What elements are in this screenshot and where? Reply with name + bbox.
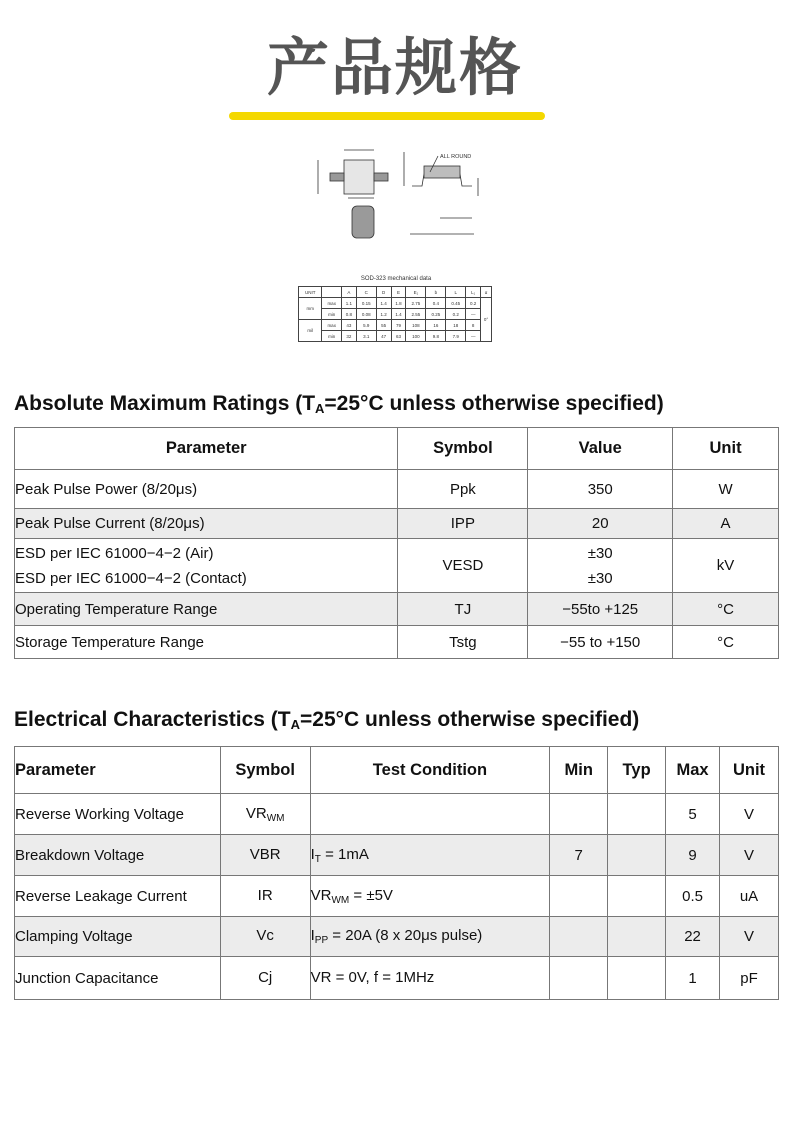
condition-cell [310, 917, 550, 957]
condition-subscript: PP [314, 935, 329, 946]
mech-row [299, 331, 492, 342]
table-row [15, 539, 779, 593]
table-row [15, 794, 779, 835]
condition-main: I [310, 845, 315, 863]
max-cell: 22 [666, 917, 720, 957]
mech-limit-cell: max [322, 320, 341, 331]
symbol-subscript: WM [266, 812, 285, 824]
min-cell [550, 957, 608, 1000]
symbol-cell: Tstg [398, 626, 528, 659]
unit-cell: °C [673, 593, 779, 626]
elec-table [14, 746, 779, 1000]
mech-value-cell: 0.15 [356, 298, 376, 309]
abs-max-heading-sub: A [315, 401, 325, 416]
condition-rest: = 20A (8 x 20μs pulse) [328, 927, 483, 944]
elec-heading-text: Electrical Characteristics (T [14, 708, 291, 731]
parameter-cell: Reverse Working Voltage [15, 794, 221, 835]
condition-cell [310, 835, 550, 876]
mech-value-cell: 1.4 [376, 298, 391, 309]
unit-cell: V [720, 835, 779, 876]
mech-value-cell: 0.25 [426, 309, 446, 320]
typ-cell [608, 876, 666, 917]
typ-cell [608, 794, 666, 835]
column-header-unit: Unit [673, 428, 779, 470]
value-cell: −55 to +150 [528, 626, 673, 659]
value-cell [528, 539, 673, 593]
elec-heading [14, 708, 639, 732]
mech-value-cell: 0.45 [446, 298, 466, 309]
parameter-cell: Junction Capacitance [15, 957, 221, 1000]
typ-cell [608, 835, 666, 876]
table-row [15, 835, 779, 876]
value-cell: 20 [528, 509, 673, 539]
mech-limit-cell: min [322, 309, 341, 320]
typ-cell [608, 917, 666, 957]
value-line: ±30 [587, 544, 613, 562]
column-header-symbol: Symbol [398, 428, 528, 470]
table-row [15, 509, 779, 539]
parameter-cell: Peak Pulse Current (8/20μs) [15, 509, 398, 539]
mech-value-cell: 47 [376, 331, 391, 342]
condition-cell [310, 876, 550, 917]
mech-header-cell [322, 287, 341, 298]
mech-value-cell: 1.8 [391, 298, 406, 309]
mech-limit-cell: max [322, 298, 341, 309]
mech-value-cell: 0.2 [466, 298, 481, 309]
unit-cell: kV [673, 539, 779, 593]
column-header-parameter: Parameter [15, 428, 398, 470]
mech-value-cell: 43 [341, 320, 356, 331]
symbol-main: Vc [256, 927, 274, 944]
min-cell [550, 876, 608, 917]
parameter-cell: Storage Temperature Range [15, 626, 398, 659]
table-row [15, 876, 779, 917]
mech-header-cell: D [376, 287, 391, 298]
parameter-line: ESD per IEC 61000−4−2 (Contact) [15, 569, 247, 587]
abs-max-heading-text-end: =25°C unless otherwise specified) [324, 392, 664, 415]
symbol-cell [220, 917, 310, 957]
symbol-main: VR [245, 804, 267, 822]
abs-max-table [14, 427, 779, 659]
mech-value-cell: 79 [391, 320, 406, 331]
mech-value-cell: 0.08 [356, 309, 376, 320]
mech-value-cell: 100 [406, 331, 426, 342]
table-row [15, 593, 779, 626]
unit-cell: uA [720, 876, 779, 917]
min-cell: 7 [550, 835, 608, 876]
mech-value-cell: 0.8 [341, 309, 356, 320]
mech-unit-cell: mil [299, 320, 322, 342]
value-line: ±30 [587, 569, 613, 587]
mech-limit-cell: min [322, 331, 341, 342]
parameter-cell: Clamping Voltage [15, 917, 221, 957]
unit-cell: V [720, 917, 779, 957]
max-cell: 5 [666, 794, 720, 835]
mech-value-cell: 18 [446, 320, 466, 331]
mech-alpha-cell: 0° [481, 298, 492, 342]
condition-main: VR = 0V, f = 1MHz [310, 968, 435, 986]
mech-value-cell: 2.55 [406, 309, 426, 320]
mech-row [299, 320, 492, 331]
mech-value-cell: 7.9 [446, 331, 466, 342]
table-row [15, 957, 779, 1000]
table-row [15, 470, 779, 509]
mech-header-cell: E [391, 287, 406, 298]
symbol-main: IR [257, 886, 273, 904]
condition-cell [310, 957, 550, 1000]
mech-value-cell: 8 [466, 320, 481, 331]
value-cell: −55to +125 [528, 593, 673, 626]
elec-header-row [15, 747, 779, 794]
condition-main: I [310, 927, 315, 944]
mech-header-cell: C [356, 287, 376, 298]
unit-cell: V [720, 794, 779, 835]
mech-unit-cell: mm [299, 298, 322, 320]
page-title: 产品规格 [266, 31, 523, 104]
mech-header-row [299, 287, 492, 298]
table-row [15, 917, 779, 957]
column-header-test-condition: Test Condition [310, 747, 550, 794]
condition-main: VR [310, 886, 332, 904]
all-round-label: ALL ROUND [440, 154, 472, 160]
symbol-cell [220, 835, 310, 876]
mech-value-cell: 2.75 [406, 298, 426, 309]
symbol-cell [220, 794, 310, 835]
mech-value-cell: — [466, 309, 481, 320]
mech-value-cell: 108 [406, 320, 426, 331]
mech-value-cell: 0.4 [426, 298, 446, 309]
condition-rest: = 1mA [320, 845, 369, 863]
column-header-typ: Typ [608, 747, 666, 794]
condition-cell [310, 794, 550, 835]
mech-row [299, 309, 492, 320]
mechanical-data-caption: SOD-323 mechanical data [360, 276, 432, 282]
mech-header-cell: UNIT [299, 287, 322, 298]
parameter-cell: Peak Pulse Power (8/20μs) [15, 470, 398, 509]
package-outline-drawing [300, 146, 500, 246]
condition-subscript: T [314, 853, 321, 865]
table-row [15, 626, 779, 659]
parameter-line: ESD per IEC 61000−4−2 (Air) [15, 544, 214, 562]
mech-value-cell: 1.2 [376, 309, 391, 320]
mech-value-cell: 5.9 [356, 320, 376, 331]
condition-rest: = ±5V [349, 886, 393, 904]
elec-heading-text-end: =25°C unless otherwise specified) [300, 708, 640, 731]
column-header-symbol: Symbol [220, 747, 310, 794]
min-cell [550, 794, 608, 835]
parameter-cell: Operating Temperature Range [15, 593, 398, 626]
mech-row [299, 298, 492, 309]
parameter-cell: Reverse Leakage Current [15, 876, 221, 917]
mech-value-cell: 32 [341, 331, 356, 342]
unit-cell: W [673, 470, 779, 509]
mechanical-data-table [298, 286, 492, 342]
mech-value-cell: — [466, 331, 481, 342]
abs-max-header-row [15, 428, 779, 470]
parameter-cell: Breakdown Voltage [15, 835, 221, 876]
symbol-main: Cj [258, 968, 273, 986]
symbol-cell [220, 876, 310, 917]
mech-value-cell: 3.1 [356, 331, 376, 342]
symbol-cell: VESD [398, 539, 528, 593]
value-cell: 350 [528, 470, 673, 509]
mech-value-cell: 9.8 [426, 331, 446, 342]
column-header-value: Value [528, 428, 673, 470]
mech-header-cell: L₁ [466, 287, 481, 298]
condition-subscript: WM [331, 894, 350, 906]
typ-cell [608, 957, 666, 1000]
mech-header-cell: E₁ [406, 287, 426, 298]
mech-header-cell: A [341, 287, 356, 298]
column-header-min: Min [550, 747, 608, 794]
abs-max-heading-text: Absolute Maximum Ratings (T [14, 392, 316, 415]
symbol-cell: TJ [398, 593, 528, 626]
mech-value-cell: 63 [391, 331, 406, 342]
symbol-main: VBR [249, 845, 281, 863]
unit-cell: pF [720, 957, 779, 1000]
min-cell [550, 917, 608, 957]
mech-header-cell: L [446, 287, 466, 298]
max-cell: 9 [666, 835, 720, 876]
mech-header-cell: b [426, 287, 446, 298]
symbol-cell [220, 957, 310, 1000]
unit-cell: °C [673, 626, 779, 659]
mech-value-cell: 0.2 [446, 309, 466, 320]
symbol-cell: Ppk [398, 470, 528, 509]
column-header-parameter: Parameter [15, 747, 221, 794]
max-cell: 1 [666, 957, 720, 1000]
symbol-cell: IPP [398, 509, 528, 539]
mech-value-cell: 1.1 [341, 298, 356, 309]
column-header-max: Max [666, 747, 720, 794]
parameter-cell [15, 539, 398, 593]
unit-cell: A [673, 509, 779, 539]
title-underline-bar [229, 112, 545, 120]
abs-max-heading [14, 392, 664, 416]
mech-value-cell: 55 [376, 320, 391, 331]
max-cell: 0.5 [666, 876, 720, 917]
column-header-unit: Unit [720, 747, 779, 794]
mech-value-cell: 16 [426, 320, 446, 331]
mech-header-cell: α [481, 287, 492, 298]
mech-value-cell: 1.4 [391, 309, 406, 320]
elec-heading-sub: A [290, 717, 301, 732]
